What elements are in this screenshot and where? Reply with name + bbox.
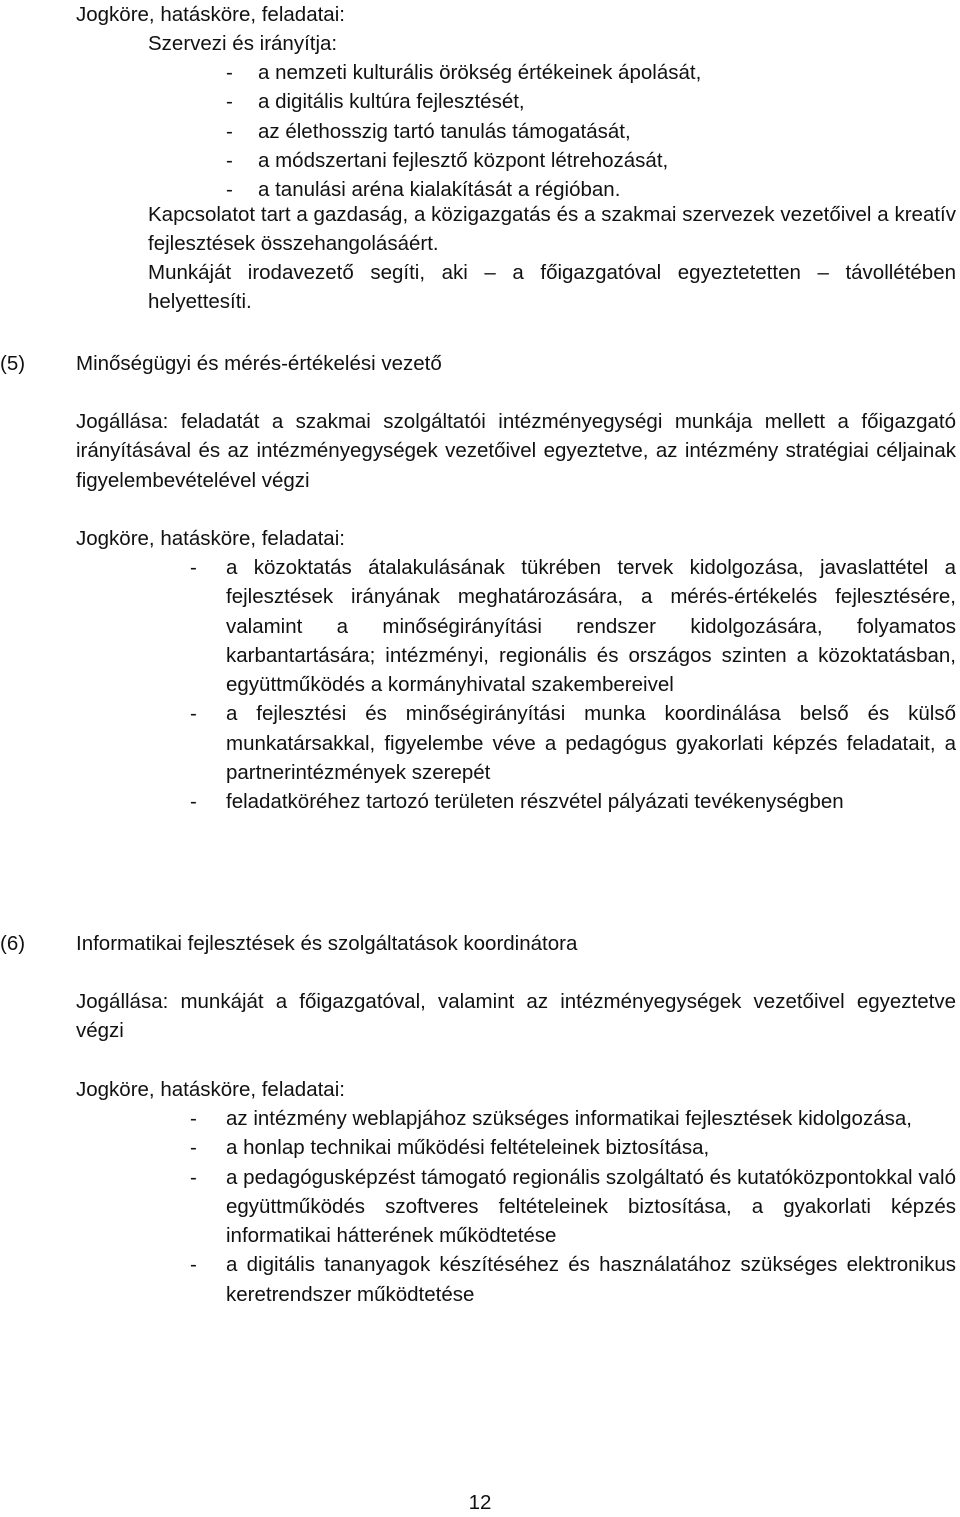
list-item bbox=[38, 87, 956, 116]
list-item-text: a digitális tananyagok készítéséhez és használatához szükséges elektronikus keretrendszer működtetése bbox=[226, 1253, 956, 1306]
list-item-text: a fejlesztési és minőségirányítási munka koordinálása belső és külső munkatársakkal, figyelembe véve a pedagógus gyakorlati képzés feladatait, a partnerintézmények szerepét bbox=[226, 702, 956, 785]
section6-number: (6) bbox=[0, 932, 26, 955]
top-duties-heading: Jogköre, hatásköre, feladatai: bbox=[76, 3, 345, 26]
list-item bbox=[176, 787, 956, 816]
list-item-text: az intézmény weblapjához szükséges informatikai fejlesztések kidolgozása, bbox=[226, 1107, 912, 1130]
section6-title: Informatikai fejlesztések és szolgáltatások koordinátora bbox=[76, 932, 578, 955]
section6-status: Jogállása: munkáját a főigazgatóval, valamint az intézményegységek vezetőivel egyeztetve végzi bbox=[76, 990, 956, 1043]
dash-marker: - bbox=[190, 1253, 197, 1277]
top-sub-heading: Szervezi és irányítja: bbox=[148, 32, 338, 55]
dash-marker: - bbox=[190, 1165, 197, 1189]
section5-duties-heading: Jogköre, hatásköre, feladatai: bbox=[76, 527, 345, 550]
list-item-text: a közoktatás átalakulásának tükrében tervek kidolgozása, javaslattétel a fejlesztések irányának meghatározására, a mérés-értékelés fejlesztésére, valamint a minőségirányítási rendszer kidolgozására, folyamatos karbantartására; intézményi, regionális és országos szinten a közoktatásban, együttműködés a kormányhivatal szakembereivel bbox=[226, 556, 956, 697]
dash-marker: - bbox=[190, 702, 197, 726]
list-item bbox=[176, 1104, 956, 1133]
section5-title: Minőségügyi és mérés-értékelési vezető bbox=[76, 352, 442, 375]
dash-marker: - bbox=[226, 178, 233, 202]
section5-duties-list bbox=[176, 553, 956, 817]
list-item-text: az élethosszig tartó tanulás támogatását, bbox=[258, 119, 631, 143]
list-item-text: a módszertani fejlesztő központ létrehozását, bbox=[258, 148, 669, 172]
list-item bbox=[176, 1163, 956, 1251]
dash-marker: - bbox=[190, 1107, 197, 1130]
section5-number: (5) bbox=[0, 352, 26, 375]
dash-marker: - bbox=[226, 119, 233, 143]
list-item-text: feladatköréhez tartozó területen részvétel pályázati tevékenységben bbox=[226, 790, 844, 814]
top-duties-list bbox=[148, 58, 956, 204]
contact-paragraph: Kapcsolatot tart a gazdaság, a közigazgatás és a szakmai szervezek vezetőivel a kreatív fejlesztések összehangolásáért. bbox=[148, 203, 956, 256]
list-item-text: a honlap technikai működési feltételeinek biztosítása, bbox=[226, 1136, 710, 1160]
list-item bbox=[176, 553, 956, 699]
section5-status: Jogállása: feladatát a szakmai szolgáltatói intézményegységi munkája mellett a főigazgató irányításával és az intézményegységek vezetőivel egyeztetve, az intézmény stratégiai céljainak figyelembevételével végzi bbox=[76, 410, 956, 492]
list-item-text: a nemzeti kulturális örökség értékeinek ápolását, bbox=[258, 61, 702, 84]
list-item bbox=[176, 1133, 956, 1162]
page-number: 12 bbox=[468, 1491, 492, 1514]
dash-marker: - bbox=[226, 148, 233, 172]
dash-marker: - bbox=[226, 90, 233, 114]
list-item-text: a tanulási aréna kialakítását a régióban. bbox=[258, 178, 621, 202]
list-item bbox=[38, 117, 956, 146]
dash-marker: - bbox=[226, 61, 233, 84]
list-item-text: a digitális kultúra fejlesztését, bbox=[258, 90, 525, 114]
list-item bbox=[38, 58, 956, 87]
section6-duties-heading: Jogköre, hatásköre, feladatai: bbox=[76, 1078, 345, 1101]
list-item bbox=[38, 146, 956, 175]
list-item bbox=[176, 699, 956, 787]
assist-paragraph: Munkáját irodavezető segíti, aki – a főigazgatóval egyeztetetten – távollétében helyettesíti. bbox=[148, 261, 956, 314]
list-item bbox=[176, 1250, 956, 1309]
section6-duties-list bbox=[176, 1104, 956, 1309]
dash-marker: - bbox=[190, 790, 197, 814]
dash-marker: - bbox=[190, 1136, 197, 1160]
list-item-text: a pedagógusképzést támogató regionális szolgáltató és kutatóközpontokkal való együttműködés szoftveres feltételeinek biztosítása, a gyakorlati képzés informatikai hátterének működtetése bbox=[226, 1165, 956, 1248]
dash-marker: - bbox=[190, 556, 197, 579]
